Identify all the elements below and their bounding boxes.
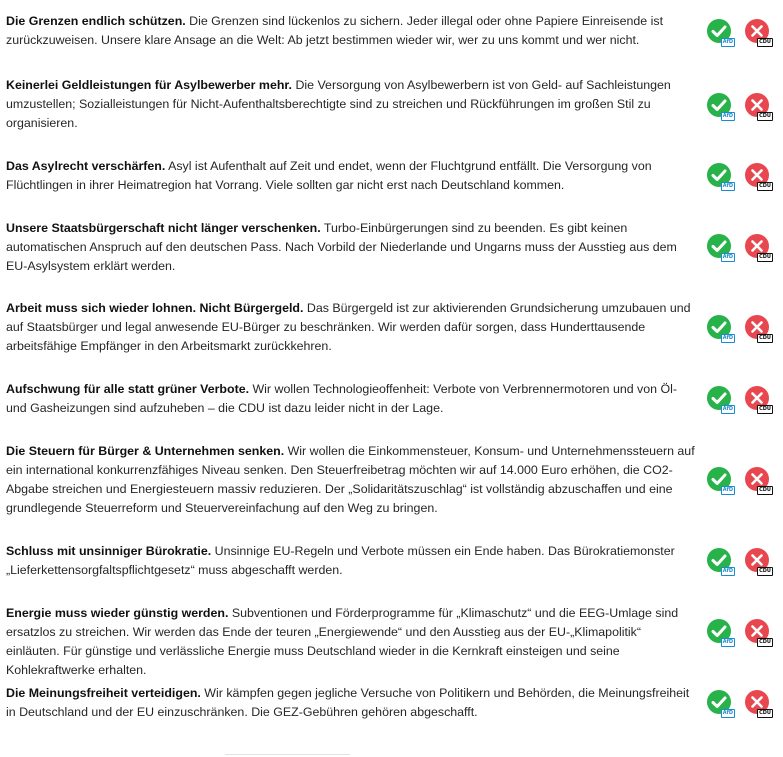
x-circle-icon xyxy=(744,162,770,188)
party-tag-no: CDU xyxy=(759,568,771,574)
party-tag-no: CDU xyxy=(759,335,771,341)
x-circle-icon xyxy=(744,18,770,44)
position-text xyxy=(6,157,696,195)
party-tag-no: CDU xyxy=(759,639,771,645)
party-tag-yes: AfD xyxy=(722,335,733,341)
check-circle-icon xyxy=(706,92,732,118)
party-tag-no: CDU xyxy=(759,487,771,493)
party-tag-no: CDU xyxy=(759,113,771,119)
party-tag-yes: AfD xyxy=(722,254,733,260)
position-body: Wir wollen die Einkommensteuer, Konsum- und Unternehmenssteuern auf ein international konkurrenzfähiges Niveau senken. Den Steuerfreibetrag möchten wir auf 14.000 Euro erhöhen, die CO2-Abgabe streichen und Energiesteuern massiv reduzieren. Der „Solidaritätszuschlag“ ist vollständig abzuschaffen und eine grundlegende Steuerreform und Steuervereinfachung auf den Weg zu bringen. xyxy=(6,444,695,515)
vote-badges xyxy=(706,466,776,494)
position-text xyxy=(6,219,696,276)
position-body: Unsinnige EU-Regeln und Verbote müssen ein Ende haben. Das Bürokratiemonster „Lieferkettensorgfaltspflichtgesetz“ muss abgeschafft werden. xyxy=(6,544,675,577)
party-tag-yes: AfD xyxy=(722,183,733,189)
position-text xyxy=(6,442,696,518)
vote-badges xyxy=(706,18,776,46)
x-circle-icon xyxy=(744,233,770,259)
position-heading: Das Asylrecht verschärfen. xyxy=(6,159,166,173)
party-tag-no: CDU xyxy=(759,406,771,412)
x-circle-icon xyxy=(744,618,770,644)
position-heading: Keinerlei Geldleistungen für Asylbewerber mehr. xyxy=(6,78,292,92)
position-body: Die Grenzen sind lückenlos zu sichern. Jeder illegal oder ohne Papiere Einreisende ist zurückzuweisen. Unsere klare Ansage an die Welt: Ab jetzt bestimmen wieder wir, wer zu uns kommt und wer nicht. xyxy=(6,14,664,47)
vote-badges xyxy=(706,618,776,646)
check-circle-icon xyxy=(706,689,732,715)
position-heading: Die Meinungsfreiheit verteidigen. xyxy=(6,686,201,700)
vote-badges xyxy=(706,92,776,120)
position-body: Wir kämpfen gegen jegliche Versuche von Politikern und Behörden, die Meinungsfreiheit in Deutschland und der EU einzuschränken. Die GEZ-Gebühren gehören abgeschafft. xyxy=(6,686,690,719)
position-heading: Unsere Staatsbürgerschaft nicht länger verschenken. xyxy=(6,221,321,235)
x-circle-icon xyxy=(744,92,770,118)
check-circle-icon xyxy=(706,547,732,573)
position-heading: Die Steuern für Bürger & Unternehmen senken. xyxy=(6,444,285,458)
position-text xyxy=(6,12,696,50)
x-circle-icon xyxy=(744,689,770,715)
x-circle-icon xyxy=(744,547,770,573)
position-text xyxy=(6,380,696,418)
vote-badges xyxy=(706,314,776,342)
check-circle-icon xyxy=(706,162,732,188)
position-text xyxy=(6,299,696,356)
vote-badges xyxy=(706,233,776,261)
party-tag-yes: AfD xyxy=(722,487,733,493)
position-text xyxy=(6,604,696,680)
party-tag-yes: AfD xyxy=(722,639,733,645)
position-text xyxy=(6,684,696,722)
party-tag-no: CDU xyxy=(759,39,771,45)
position-body: Wir wollen Technologieoffenheit: Verbote von Verbrennermotoren und von Öl- und Gasheizungen sind aufzuheben – die CDU ist dazu leider nicht in der Lage. xyxy=(6,382,677,415)
party-tag-yes: AfD xyxy=(722,406,733,412)
position-heading: Energie muss wieder günstig werden. xyxy=(6,606,229,620)
position-body: Turbo-Einbürgerungen sind zu beenden. Es gibt keinen automatischen Anspruch auf den deutschen Pass. Nach Vorbild der Niederlande und Ungarns muss der Ausstieg aus dem EU-Asylsystem erklärt werden. xyxy=(6,221,677,273)
party-tag-yes: AfD xyxy=(722,39,733,45)
position-text xyxy=(6,76,696,133)
check-circle-icon xyxy=(706,314,732,340)
position-body: Subventionen und Förderprogramme für „Klimaschutz“ und die EEG-Umlage sind ersatzlos zu streichen. Wir werden das Ende der teuren „Energiewende“ und den Ausstieg aus der EU-„Klimapolitik“ einläuten. Für günstige und verlässliche Energie muss Deutschland wieder in die Kernkraft einsteigen und seine Kohlekraftwerke erhalten. xyxy=(6,606,679,677)
party-tag-yes: AfD xyxy=(722,113,733,119)
position-body: Die Versorgung von Asylbewerbern ist von Geld- auf Sachleistungen umzustellen; Sozialleistungen für Nicht-Aufenthaltsberechtigte sind zu streichen und Rückführungen im großen Stil zu organisieren. xyxy=(6,78,671,130)
party-tag-no: CDU xyxy=(759,183,771,189)
x-circle-icon xyxy=(744,385,770,411)
party-tag-no: CDU xyxy=(759,254,771,260)
party-tag-yes: AfD xyxy=(722,568,733,574)
vote-badges xyxy=(706,689,776,717)
position-body: Das Bürgergeld ist zur aktivierenden Grundsicherung umzubauen und auf Staatsbürger und legal anwesende EU-Bürger zu beschränken. Wir werden dafür sorgen, dass Hunderttausende arbeitsfähige Empfänger in den Arbeitsmarkt zurückkehren. xyxy=(6,301,691,353)
divider xyxy=(225,754,350,755)
vote-badges xyxy=(706,547,776,575)
check-circle-icon xyxy=(706,466,732,492)
check-circle-icon xyxy=(706,618,732,644)
position-body: Asyl ist Aufenthalt auf Zeit und endet, wenn der Fluchtgrund entfällt. Die Versorgung von Flüchtlingen in ihrer Heimatregion hat Vorrang. Viele sollten gar nicht erst nach Deutschland kommen. xyxy=(6,159,652,192)
x-circle-icon xyxy=(744,314,770,340)
party-tag-yes: AfD xyxy=(722,710,733,716)
vote-badges xyxy=(706,385,776,413)
position-text xyxy=(6,542,696,580)
x-circle-icon xyxy=(744,466,770,492)
party-tag-no: CDU xyxy=(759,710,771,716)
position-heading: Aufschwung für alle statt grüner Verbote. xyxy=(6,382,250,396)
position-heading: Schluss mit unsinniger Bürokratie. xyxy=(6,544,212,558)
check-circle-icon xyxy=(706,18,732,44)
position-heading: Die Grenzen endlich schützen. xyxy=(6,14,186,28)
check-circle-icon xyxy=(706,233,732,259)
vote-badges xyxy=(706,162,776,190)
check-circle-icon xyxy=(706,385,732,411)
position-heading: Arbeit muss sich wieder lohnen. Nicht Bürgergeld. xyxy=(6,301,304,315)
